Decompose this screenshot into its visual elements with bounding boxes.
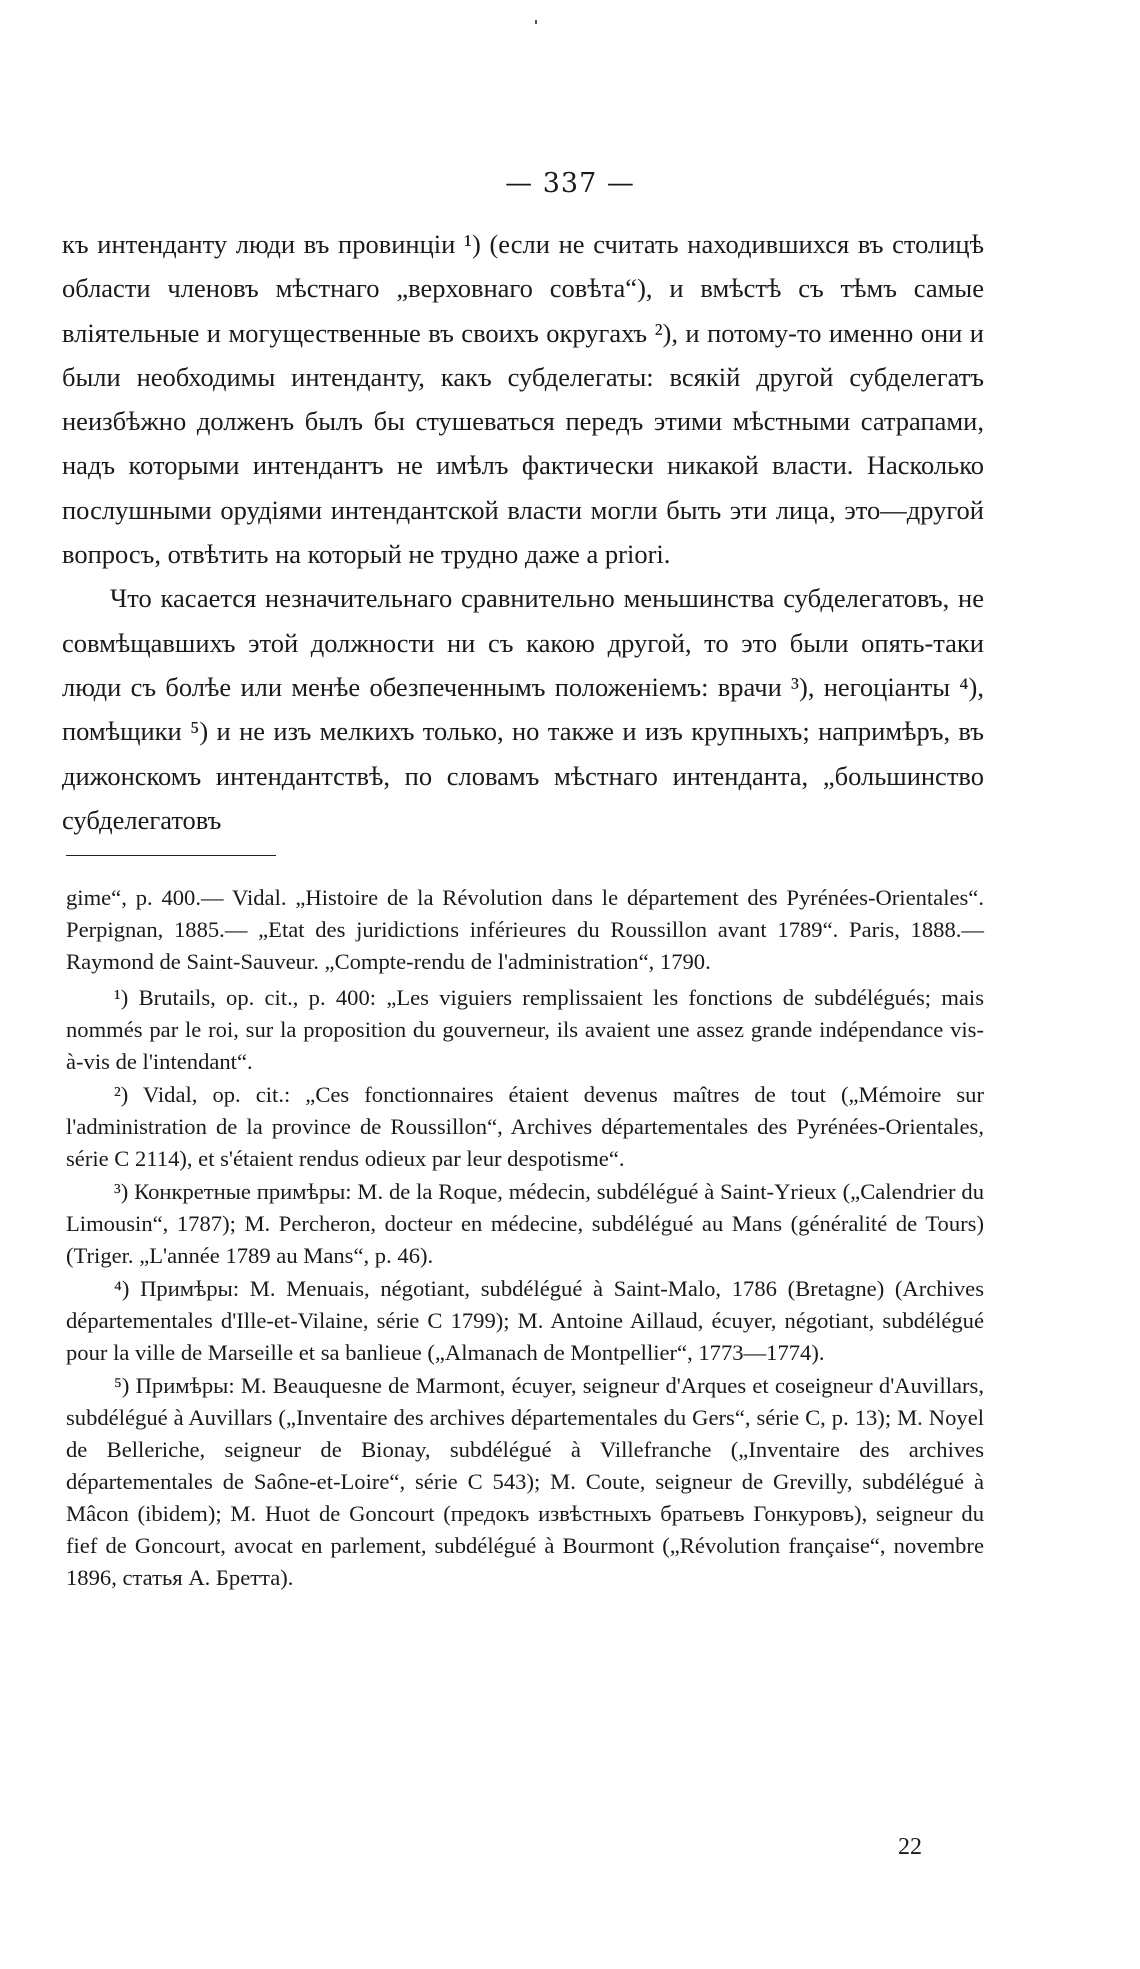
footnote-continuation: gime“, p. 400.— Vidal. „Histoire de la Révolution dans le département des Pyrénées-Orientales“. Perpignan, 1885.— „Etat des juridictions inférieures du Roussillon avant 1789“. Paris, 1888.—Raymond de Saint-Sauveur. „Compte-rendu de l'administration“, 1790. <box>66 885 984 974</box>
scan-speck <box>535 20 537 24</box>
footnote-3: ³) Конкретные примѣры: M. de la Roque, médecin, subdélégué à Saint-Yrieux („Calendrier du Limousin“, 1787); M. Percheron, docteur en médecine, subdélégué au Mans (généralité de Tours) (Triger. „L'année 1789 au Mans“, p. 46). <box>66 1179 984 1268</box>
paragraph-2: Что касается незначительнаго сравнительно меньшинства субделегатовъ, не совмѣщавшихъ этой должности ни съ какою другой, то это были опять-таки люди съ болѣе или менѣе обезпеченнымъ положеніемъ: врачи ³), негоціанты ⁴), помѣщики ⁵) и не изъ мелкихъ только, но также и изъ крупныхъ; напримѣръ, въ дижонскомъ интендантствѣ, по словамъ мѣстнаго интенданта, „большинство субделегатовъ <box>62 583 984 835</box>
footnote-separator <box>66 855 276 856</box>
footnote-5: ⁵) Примѣры: M. Beauquesne de Marmont, écuyer, seigneur d'Arques et coseigneur d'Auvillars, subdélégué à Auvillars („Inventaire des archives départementales du Gers“, série C, p. 13); M. Noyel de Belleriche, seigneur de Bionay, subdélégué à Villefranche („Inventaire des archives départementales de Saône-et-Loire“, série C 543); M. Coute, seigneur de Grevilly, subdélégué à Mâcon (ibidem); M. Huot de Goncourt (предокъ извѣстныхъ братьевъ Гонкуровъ), seigneur du fief de Goncourt, avocat en parlement, subdélégué à Bourmont („Révolution française“, novembre 1896, статья А. Бретта). <box>66 1373 984 1590</box>
page-number: — 337 — <box>505 168 635 199</box>
footnote-1: ¹) Brutails, op. cit., p. 400: „Les viguiers remplissaient les fonctions de subdélégués; mais nommés par le roi, sur la proposition du gouverneur, ils avaient une assez grande indépendance vis-à-vis de l'intendant“. <box>66 985 984 1074</box>
main-text <box>62 222 984 842</box>
footnotes <box>66 882 984 1594</box>
signature-mark: 22 <box>898 1834 922 1860</box>
paragraph-1: къ интенданту люди въ провинціи ¹) (если не считать находившихся въ столицѣ области членовъ мѣстнаго „верховнаго совѣта“), и вмѣстѣ съ тѣмъ самые вліятельные и могущественные въ своихъ округахъ ²), и потому-то именно они и были необходимы интенданту, какъ субделегаты: всякій другой субделегатъ неизбѣжно долженъ былъ бы стушеваться передъ этими мѣстными сатрапами, надъ которыми интендантъ не имѣлъ фактически никакой власти. Насколько послушными орудіями интендантской власти могли быть эти лица, это—другой вопросъ, отвѣтить на который не трудно даже a priori. <box>62 229 984 570</box>
footnote-4: ⁴) Примѣры: M. Menuais, négotiant, subdélégué à Saint-Malo, 1786 (Bretagne) (Archives départementales d'Ille-et-Vilaine, série C 1799); M. Antoine Aillaud, écuyer, négotiant, subdélégué pour la ville de Marseille et sa banlieue („Almanach de Montpellier“, 1773—1774). <box>66 1276 984 1365</box>
footnote-2: ²) Vidal, op. cit.: „Ces fonctionnaires étaient devenus maîtres de tout („Mémoire sur l'administration de la province de Roussillon“, Archives départementales des Pyrénées-Orientales, série C 2114), et s'étaient rendus odieux par leur despotisme“. <box>66 1082 984 1171</box>
